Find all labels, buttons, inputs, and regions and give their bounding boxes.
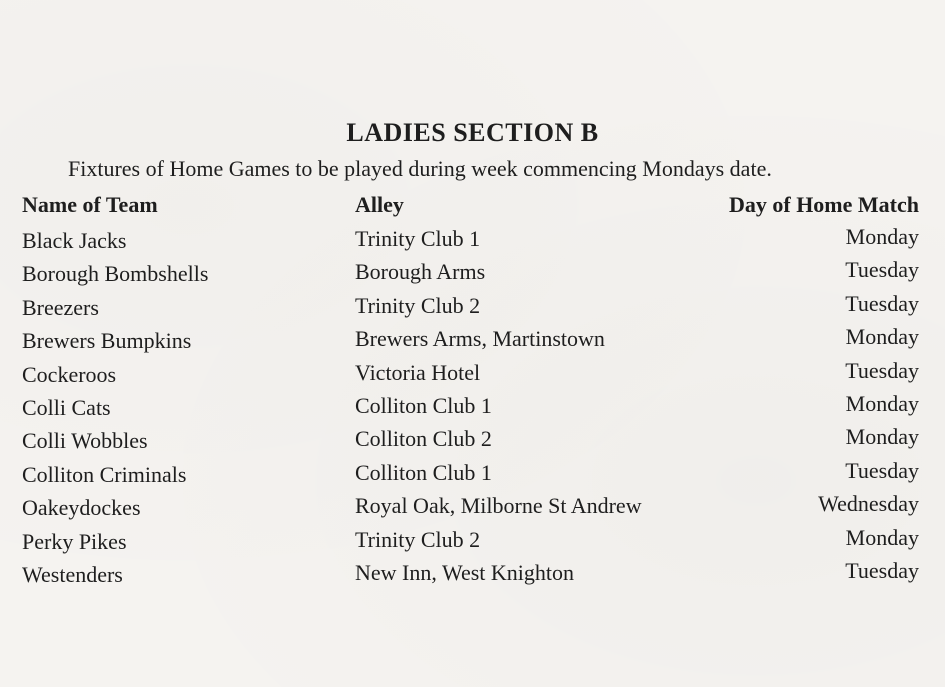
table-row bbox=[0, 424, 945, 457]
alley-name: Victoria Hotel bbox=[355, 359, 481, 385]
team-name: Black Jacks bbox=[22, 228, 127, 253]
team-name: Perky Pikes bbox=[22, 528, 127, 554]
home-day: Wednesday bbox=[818, 491, 919, 517]
table-row bbox=[0, 257, 945, 290]
table-row bbox=[0, 324, 945, 357]
home-day: Tuesday bbox=[845, 357, 919, 383]
page-title: LADIES SECTION B bbox=[346, 118, 599, 147]
home-day: Monday bbox=[845, 324, 919, 350]
team-name: Borough Bombshells bbox=[22, 261, 209, 287]
alley-name: Royal Oak, Milborne St Andrew bbox=[355, 493, 642, 519]
page-subtitle: Fixtures of Home Games to be played during week commencing Mondays date. bbox=[68, 156, 772, 181]
table-row bbox=[0, 558, 945, 591]
alley-name: Borough Arms bbox=[355, 259, 486, 285]
alley-name: Trinity Club 2 bbox=[355, 526, 481, 552]
alley-name: Colliton Club 1 bbox=[355, 459, 492, 485]
home-day: Monday bbox=[845, 524, 919, 550]
table-row bbox=[0, 525, 945, 558]
alley-name: Colliton Club 2 bbox=[355, 426, 492, 452]
column-header-team: Name of Team bbox=[22, 192, 158, 217]
home-day: Tuesday bbox=[845, 557, 919, 583]
team-name: Colliton Criminals bbox=[22, 461, 187, 487]
team-name: Colli Wobbles bbox=[22, 428, 148, 454]
team-name: Colli Cats bbox=[22, 394, 111, 420]
table-row bbox=[0, 491, 945, 524]
alley-name: Trinity Club 2 bbox=[355, 292, 481, 318]
alley-name: Brewers Arms, Martinstown bbox=[355, 326, 605, 352]
home-day: Tuesday bbox=[845, 457, 919, 483]
table-row bbox=[0, 358, 945, 391]
team-name: Oakeydockes bbox=[22, 495, 141, 521]
column-header-day: Day of Home Match bbox=[728, 192, 919, 217]
table-row bbox=[0, 291, 945, 324]
fixtures-table bbox=[0, 224, 945, 591]
home-day: Monday bbox=[845, 224, 919, 249]
column-header-alley: Alley bbox=[355, 192, 404, 217]
team-name: Breezers bbox=[22, 294, 99, 320]
table-row bbox=[0, 224, 945, 257]
home-day: Monday bbox=[845, 424, 919, 450]
team-name: Brewers Bumpkins bbox=[22, 328, 192, 354]
team-name: Westenders bbox=[22, 561, 123, 587]
table-row bbox=[0, 391, 945, 424]
alley-name: Trinity Club 1 bbox=[355, 226, 481, 251]
home-day: Tuesday bbox=[845, 290, 919, 316]
home-day: Monday bbox=[845, 390, 919, 416]
home-day: Tuesday bbox=[845, 257, 919, 283]
table-row bbox=[0, 458, 945, 491]
team-name: Cockeroos bbox=[22, 361, 117, 387]
alley-name: Colliton Club 1 bbox=[355, 392, 492, 418]
alley-name: New Inn, West Knighton bbox=[355, 559, 575, 585]
